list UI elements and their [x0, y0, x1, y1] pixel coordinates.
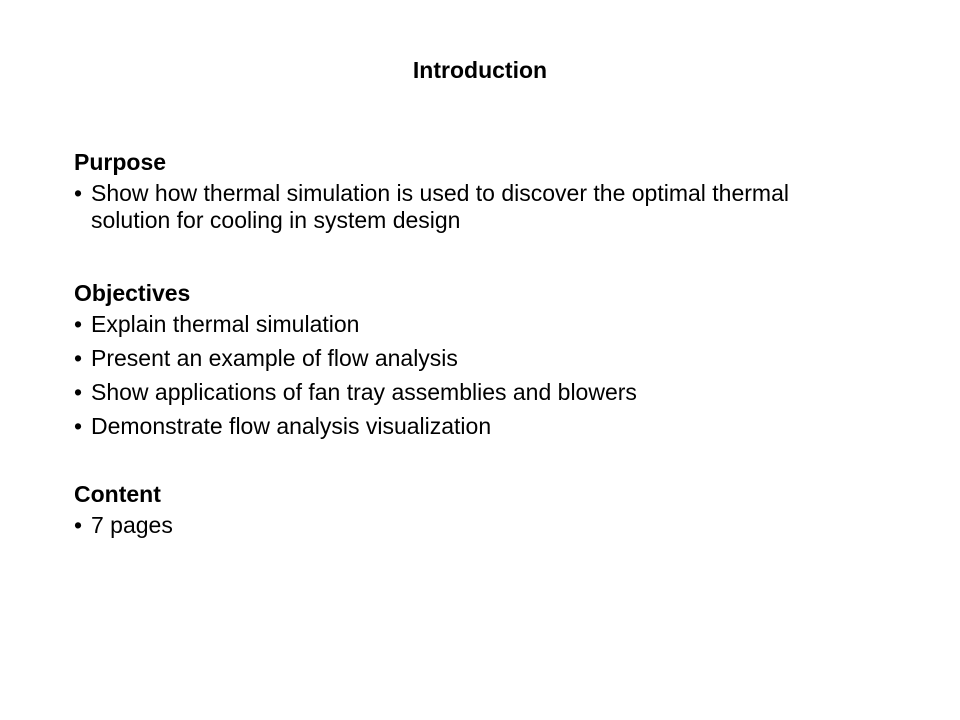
purpose-section	[74, 148, 834, 241]
bullet-icon: •	[74, 180, 83, 206]
bullet-text: Demonstrate flow analysis visualization	[91, 413, 492, 439]
bullet-text: 7 pages	[91, 512, 173, 538]
bullet-item	[74, 345, 834, 372]
objectives-section	[74, 279, 834, 447]
bullet-icon: •	[74, 413, 83, 439]
purpose-bullet-list	[74, 180, 834, 234]
bullet-item	[74, 413, 834, 440]
bullet-text: Present an example of flow analysis	[91, 345, 458, 371]
slide-title: Introduction	[412, 57, 548, 83]
bullet-text: Show how thermal simulation is used to discover the optimal thermal solution for cooling in system design	[91, 180, 789, 233]
bullet-icon: •	[74, 345, 83, 371]
bullet-text: Show applications of fan tray assemblies and blowers	[91, 379, 637, 405]
content-section	[74, 480, 834, 546]
bullet-text: Explain thermal simulation	[91, 311, 360, 337]
objectives-bullet-list	[74, 311, 834, 440]
bullet-item	[74, 311, 834, 338]
content-bullet-list	[74, 512, 834, 539]
bullet-icon: •	[74, 379, 83, 405]
section-heading-content: Content	[74, 481, 161, 507]
bullet-item	[74, 180, 834, 234]
section-heading-objectives: Objectives	[74, 280, 191, 306]
bullet-item	[74, 512, 834, 539]
section-heading-purpose: Purpose	[74, 149, 167, 175]
bullet-icon: •	[74, 311, 83, 337]
bullet-item	[74, 379, 834, 406]
bullet-icon: •	[74, 512, 83, 538]
